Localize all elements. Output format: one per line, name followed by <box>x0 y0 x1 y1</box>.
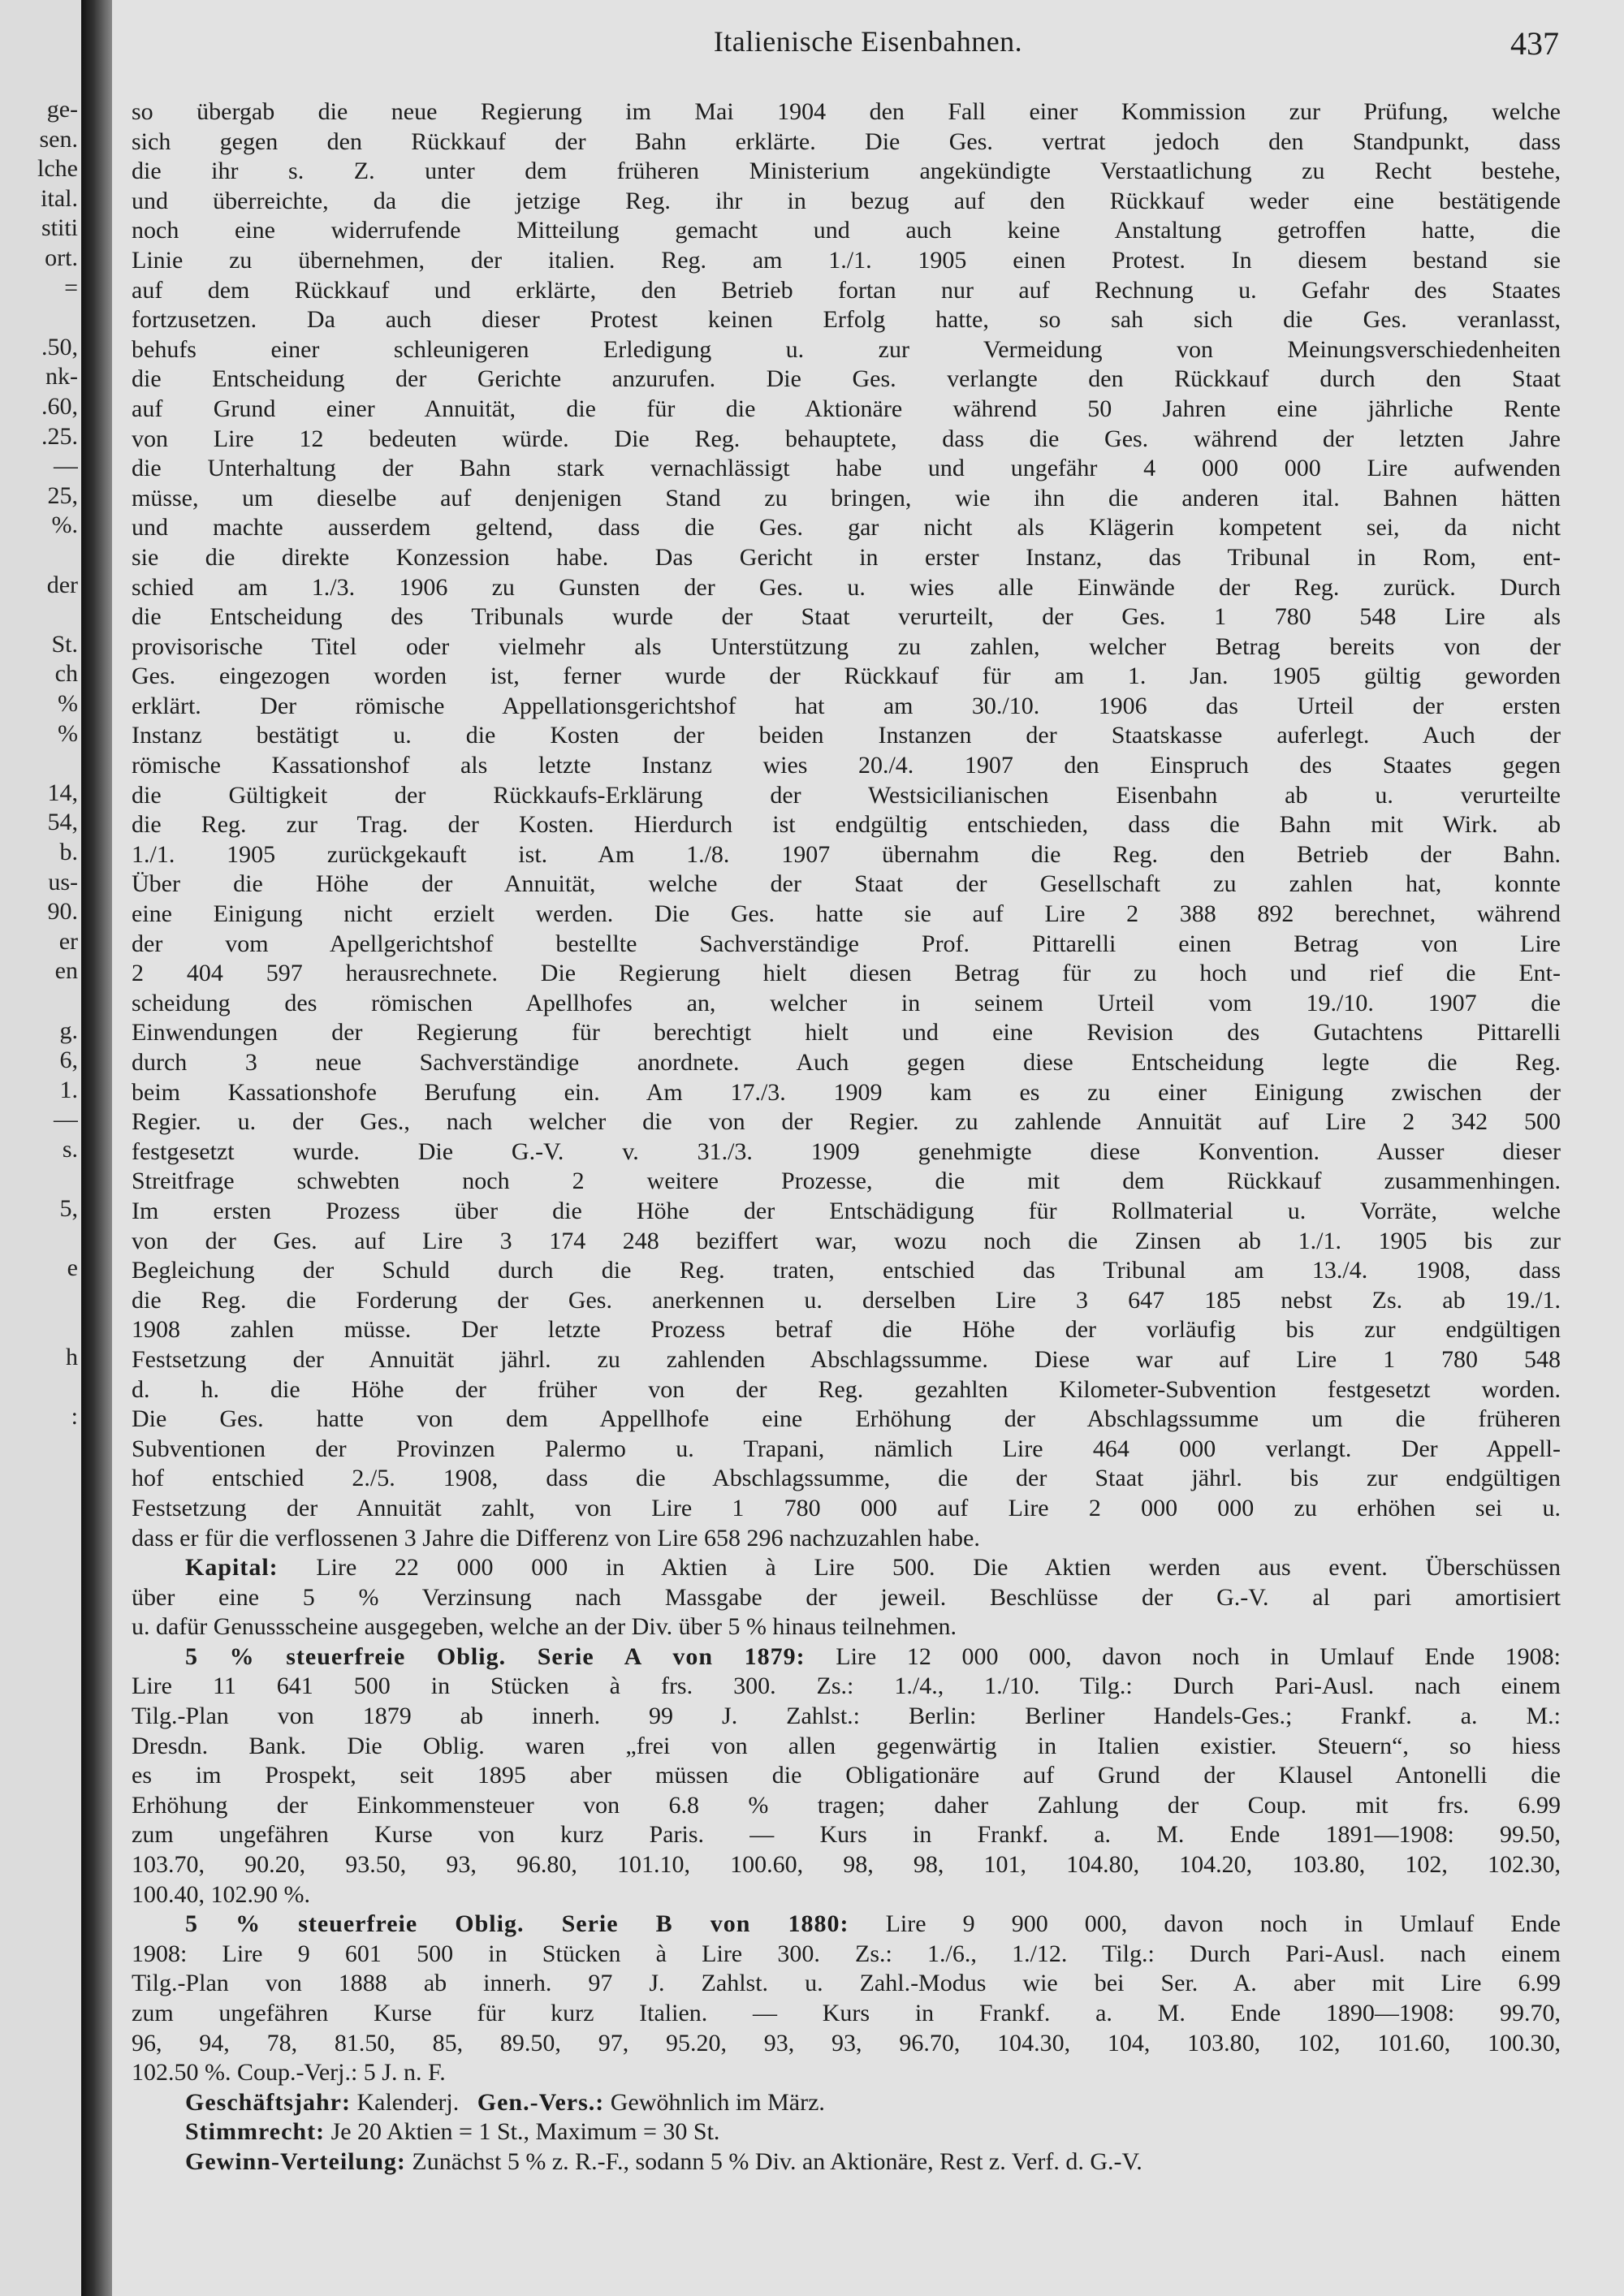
text-line: schied am 1./3. 1906 zu Gunsten der Ges. u. wies alle Einwände der Reg. zurück. Durch <box>132 573 1561 601</box>
previous-page-fragment: e <box>67 1254 78 1282</box>
text-line: auf Grund einer Annuität, die für die Aktionäre während 50 Jahren eine jährliche Rente <box>132 395 1561 422</box>
kapital-line-2: über eine 5 % Verzinsung nach Massgabe der jeweil. Beschlüsse der G.-V. al pari amortisiert <box>132 1583 1561 1611</box>
text-line: die Unterhaltung der Bahn stark vernachlässigt habe und ungefähr 4 000 000 Lire aufwenden <box>132 455 1561 482</box>
text-line: Lire 11 641 500 in Stücken à frs. 300. Zs.: 1./4., 1./10. Tilg.: Durch Pari-Ausl. nach einem <box>132 1672 1561 1700</box>
previous-page-fragment: ge- <box>46 96 78 123</box>
text-line: Linie zu übernehmen, der italien. Reg. am 1./1. 1905 einen Protest. In diesem bestand sie <box>132 246 1561 274</box>
previous-page-fragment: us- <box>48 868 78 896</box>
geschaeftsjahr-label: Geschäftsjahr: <box>185 2088 351 2116</box>
text-line: 102.50 %. Coup.-Verj.: 5 J. n. F. <box>132 2059 446 2087</box>
previous-page-fragment: en <box>54 957 78 985</box>
running-header-title: Italienische Eisenbahnen. <box>713 25 1023 58</box>
body-text <box>132 97 1561 2177</box>
text-line: 100.40, 102.90 %. <box>132 1880 310 1908</box>
text-line: noch eine widerrufende Mitteilung gemacht und auch keine Anstaltung getroffen hatte, die <box>132 217 1561 244</box>
previous-page-fragment: b. <box>59 839 78 865</box>
serie-a-heading-line <box>132 1642 1561 1672</box>
previous-page-fragment: h <box>66 1344 78 1371</box>
text-line: von der Ges. auf Lire 3 174 248 beziffert war, wozu noch die Zinsen ab 1./1. 1905 bis zur <box>132 1227 1561 1254</box>
text-line: zum ungefähren Kurse für kurz Italien. — Kurs in Frankf. a. M. Ende 1890—1908: 99.70, <box>132 2000 1561 2026</box>
text-line: so übergab die neue Regierung im Mai 1904 den Fall einer Kommission zur Prüfung, welche <box>132 98 1561 125</box>
text-line: 103.70, 90.20, 93.50, 93, 96.80, 101.10, 100.60, 98, 98, 101, 104.80, 104.20, 103.80, 102, 102.30, <box>132 1851 1561 1879</box>
stimmrecht-value: Je 20 Aktien = 1 St., Maximum = 30 St. <box>325 2118 720 2146</box>
text-line: eine Einigung nicht erzielt werden. Die Ges. hatte sie auf Lire 2 388 892 berechnet, während <box>132 900 1561 928</box>
page-number: 437 <box>1510 25 1559 62</box>
kapital-line-1 <box>132 1553 1561 1583</box>
genvers-label: Gen.-Vers.: <box>477 2088 605 2116</box>
previous-page-fragment: g. <box>59 1016 78 1044</box>
previous-page-fragment: ort. <box>45 244 78 271</box>
text-line: sie die direkte Konzession habe. Das Gericht in erster Instanz, das Tribunal in Rom, ent- <box>132 543 1561 571</box>
previous-page-fragment: = <box>64 274 78 301</box>
text-line: 1908 zahlen müsse. Der letzte Prozess betraf die Höhe der vorläufig bis zur endgültigen <box>132 1316 1561 1344</box>
text-line: Tilg.-Plan von 1879 ab innerh. 99 J. Zahlst.: Berlin: Berliner Handels-Ges.; Frankf. a. M.: <box>132 1703 1561 1730</box>
serie-b-heading-line <box>132 1910 1561 1940</box>
text-line: scheidung des römischen Apellhofes an, welcher in seinem Urteil vom 19./10. 1907 die <box>132 989 1561 1016</box>
previous-page-fragment: 14, <box>47 779 78 806</box>
book-page <box>112 0 1624 2296</box>
previous-page-fragment: lche <box>37 155 78 183</box>
text-line: d. h. die Höhe der früher von der Reg. gezahlten Kilometer-Subvention festgesetzt worden. <box>132 1375 1561 1403</box>
previous-page-fragment: 1. <box>59 1076 78 1103</box>
previous-page-fragment: % <box>58 690 78 717</box>
previous-page-fragment: 6, <box>59 1047 78 1074</box>
previous-page-fragment: ital. <box>41 184 78 212</box>
previous-page-fragment: 54, <box>47 809 78 836</box>
text-line: Die Ges. hatte von dem Appellhofe eine Erhöhung der Abschlagssumme um die früheren <box>132 1405 1561 1433</box>
text-line: auf dem Rückkauf und erklärte, den Betrieb fortan nur auf Rechnung u. Gefahr des Staates <box>132 276 1561 304</box>
text-line: erklärt. Der römische Appellationsgerichtshof hat am 30./10. 1906 das Urteil der ersten <box>132 692 1561 719</box>
book-gutter-shadow <box>81 0 112 2296</box>
gewinn-verteilung-value: Zunächst 5 % z. R.-F., sodann 5 % Div. an Aktionäre, Rest z. Verf. d. G.-V. <box>405 2147 1142 2175</box>
kapital-line-3: u. dafür Genussscheine ausgegeben, welche an der Div. über 5 % hinaus teilnehmen. <box>132 1613 957 1641</box>
gewinn-verteilung-label: Gewinn-Verteilung: <box>185 2147 406 2175</box>
genvers-value: Gewöhnlich im März. <box>604 2088 825 2116</box>
text-line: sich gegen den Rückkauf der Bahn erklärte. Die Ges. vertrat jedoch den Standpunkt, dass <box>132 127 1561 155</box>
text-line: und überreichte, da die jetzige Reg. ihr in bezug auf den Rückkauf weder eine bestätigende <box>132 187 1561 214</box>
serie-a-paragraph <box>132 1672 1561 1910</box>
text-line: von Lire 12 bedeuten würde. Die Reg. behauptete, dass die Ges. während der letzten Jahre <box>132 425 1561 452</box>
text-line: die Reg. die Forderung der Ges. anerkennen u. derselben Lire 3 647 185 nebst Zs. ab 19./1. <box>132 1286 1561 1314</box>
text-line: die Entscheidung der Gerichte anzurufen. Die Ges. verlangte den Rückkauf durch den Staat <box>132 365 1561 393</box>
text-line: Ges. eingezogen worden ist, ferner wurde der Rückkauf für am 1. Jan. 1905 gültig geworden <box>132 662 1561 690</box>
text-line: die Reg. zur Trag. der Kosten. Hierdurch ist endgültig entschieden, dass die Bahn mit Wirk. ab <box>132 811 1561 839</box>
text-line: die ihr s. Z. unter dem früheren Ministerium angekündigte Verstaatlichung zu Recht bestehe, <box>132 158 1561 185</box>
text-line: 1./1. 1905 zurückgekauft ist. Am 1./8. 1907 übernahm die Reg. den Betrieb der Bahn. <box>132 840 1561 868</box>
text-line: 96, 94, 78, 81.50, 85, 89.50, 97, 95.20, 93, 93, 96.70, 104.30, 104, 103.80, 102, 101.60, 100.30, <box>132 2029 1561 2056</box>
previous-page-fragment: .60, <box>41 393 78 420</box>
previous-page-fragment: nk- <box>45 363 78 391</box>
text-line: beim Kassationshofe Berufung ein. Am 17./3. 1909 kam es zu einer Einigung zwischen der <box>132 1078 1561 1106</box>
text-line: die Gültigkeit der Rückkaufs-Erklärung der Westsicilianischen Eisenbahn ab u. verurteilte <box>132 781 1561 809</box>
text-line: Instanz bestätigt u. die Kosten der beiden Instanzen der Staatskasse auferlegt. Auch der <box>132 722 1561 749</box>
previous-page-fragment: 5, <box>59 1195 78 1223</box>
previous-page-fragment: er <box>58 927 78 955</box>
kapital-text-1: Lire 22 000 000 in Aktien à Lire 500. Die Aktien werden aus event. Überschüssen <box>278 1554 1561 1582</box>
previous-page-fragment: — <box>54 452 78 480</box>
previous-page-fragment: ch <box>54 660 78 688</box>
serie-b-paragraph <box>132 1940 1561 2088</box>
text-line: Festsetzung der Annuität jährl. zu zahlenden Abschlagssumme. Diese war auf Lire 1 780 548 <box>132 1345 1561 1373</box>
text-line: müsse, um dieselbe auf denjenigen Stand zu bringen, wie ihn die anderen ital. Bahnen hätten <box>132 484 1561 511</box>
text-line: Festsetzung der Annuität zahlt, von Lire 1 780 000 auf Lire 2 000 000 zu erhöhen sei u. <box>132 1494 1561 1521</box>
text-line: es im Prospekt, seit 1895 aber müssen die Obligationäre auf Grund der Klausel Antonelli die <box>132 1762 1561 1789</box>
text-line: Begleichung der Schuld durch die Reg. traten, entschied das Tribunal am 13./4. 1908, dass <box>132 1257 1561 1284</box>
text-line: hof entschied 2./5. 1908, dass die Abschlagssumme, die der Staat jährl. bis zur endgültigen <box>132 1465 1561 1492</box>
text-line: die Entscheidung des Tribunals wurde der Staat verurteilt, der Ges. 1 780 548 Lire als <box>132 603 1561 631</box>
text-line: Erhöhung der Einkommensteuer von 6.8 % tragen; daher Zahlung der Coup. mit frs. 6.99 <box>132 1791 1561 1819</box>
text-line: römische Kassationshof als letzte Instanz wies 20./4. 1907 den Einspruch des Staates gegen <box>132 752 1561 779</box>
stimmrecht-line <box>132 2117 1561 2147</box>
text-line: der vom Apellgerichtshof bestellte Sachverständige Prof. Pittarelli einen Betrag von Lire <box>132 930 1561 957</box>
text-line: Streitfrage schwebten noch 2 weitere Prozesse, die mit dem Rückkauf zusammenhingen. <box>132 1167 1561 1195</box>
text-line: Dresdn. Bank. Die Oblig. waren „frei von allen gegenwärtig in Italien existier. Steuern“, so hiess <box>132 1732 1561 1759</box>
previous-page-fragment: .50, <box>41 333 78 360</box>
previous-page-fragment: stiti <box>41 214 78 242</box>
previous-page-fragment: sen. <box>39 125 78 153</box>
text-line: Regier. u. der Ges., nach welcher die von der Regier. zu zahlende Annuität auf Lire 2 342 500 <box>132 1108 1561 1136</box>
previous-page-fragment: 90. <box>47 898 78 926</box>
serie-b-text-1: Lire 9 900 000, davon noch in Umlauf Ende <box>849 1910 1561 1938</box>
text-line: fortzusetzen. Da auch dieser Protest keinen Erfolg hatte, so sah sich die Ges. veranlasst, <box>132 306 1561 334</box>
geschaeftsjahr-line <box>132 2088 1561 2118</box>
previous-page-fragment: — <box>54 1106 78 1133</box>
text-line: Über die Höhe der Annuität, welche der Staat der Gesellschaft zu zahlen hat, konnte <box>132 870 1561 898</box>
text-line: Einwendungen der Regierung für berechtigt hielt und eine Revision des Gutachtens Pittarelli <box>132 1019 1561 1047</box>
text-line: zum ungefähren Kurse von kurz Paris. — Kurs in Frankf. a. M. Ende 1891—1908: 99.50, <box>132 1821 1561 1849</box>
previous-page-fragment: .25. <box>41 422 78 450</box>
text-line: 1908: Lire 9 601 500 in Stücken à Lire 300. Zs.: 1./6., 1./12. Tilg.: Durch Pari-Ausl. nach einem <box>132 1940 1561 1967</box>
stimmrecht-label: Stimmrecht: <box>185 2118 326 2146</box>
text-line: Tilg.-Plan von 1888 ab innerh. 97 J. Zahlst. u. Zahl.-Modus wie bei Ser. A. aber mit Lire 6.99 <box>132 1970 1561 1997</box>
previous-page-fragment: : <box>71 1403 78 1431</box>
serie-b-label: 5 % steuerfreie Oblig. Serie B von 1880: <box>185 1910 849 1938</box>
running-header <box>112 24 1624 65</box>
text-line: durch 3 neue Sachverständige anordnete. Auch gegen diese Entscheidung legte die Reg. <box>132 1049 1561 1076</box>
previous-page-fragment: der <box>46 571 78 598</box>
text-line: provisorische Titel oder vielmehr als Unterstützung zu zahlen, welcher Betrag bereits von der <box>132 632 1561 660</box>
company-history-paragraph <box>132 97 1561 1553</box>
previous-page-fragment: St. <box>51 630 78 658</box>
text-line: festgesetzt wurde. Die G.-V. v. 31./3. 1909 genehmigte diese Konvention. Ausser dieser <box>132 1137 1561 1165</box>
text-line: 2 404 597 herausrechnete. Die Regierung hielt diesen Betrag für zu hoch und rief die Ent- <box>132 960 1561 987</box>
kapital-label: Kapital: <box>185 1554 279 1582</box>
text-line: Im ersten Prozess über die Höhe der Entschädigung für Rollmaterial u. Vorräte, welche <box>132 1197 1561 1224</box>
text-line: dass er für die verflossenen 3 Jahre die Differenz von Lire 658 296 nachzuzahlen habe. <box>132 1524 980 1552</box>
text-line: und machte ausserdem geltend, dass die Ges. gar nicht als Klägerin kompetent sei, da nicht <box>132 514 1561 542</box>
text-line: Subventionen der Provinzen Palermo u. Trapani, nämlich Lire 464 000 verlangt. Der Appell- <box>132 1435 1561 1462</box>
gewinn-verteilung-line <box>132 2147 1561 2177</box>
serie-a-text-1: Lire 12 000 000, davon noch in Umlauf Ende 1908: <box>805 1642 1561 1670</box>
previous-page-fragment: s. <box>62 1136 78 1163</box>
previous-page-fragment: 25, <box>47 481 78 509</box>
previous-page-edge <box>0 0 81 2296</box>
geschaeftsjahr-value: Kalenderj. <box>350 2088 460 2116</box>
serie-a-label: 5 % steuerfreie Oblig. Serie A von 1879: <box>185 1642 806 1670</box>
previous-page-fragment: % <box>58 719 78 747</box>
text-line: behufs einer schleunigeren Erledigung u. zur Vermeidung von Meinungsverschiedenheiten <box>132 335 1561 363</box>
previous-page-fragment: %. <box>51 511 78 539</box>
